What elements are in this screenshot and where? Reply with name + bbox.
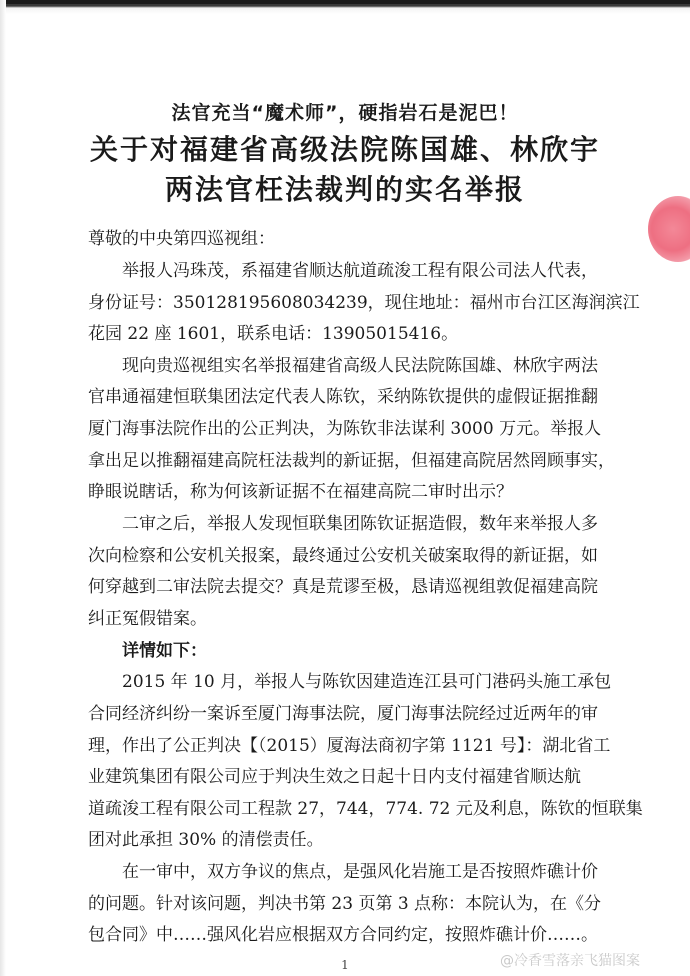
- body-line: 合同经济纠纷一案诉至厦门海事法院，厦门海事法院经过近两年的审: [88, 704, 598, 724]
- body-line: 次向检察和公安机关报案，最终通过公安机关破案取得的新证据，如: [88, 546, 598, 566]
- document-title-line-1: 关于对福建省高级法院陈国雄、林欣宇: [89, 133, 600, 166]
- scan-top-border: [0, 0, 690, 14]
- body-line: 拿出足以推翻福建高院枉法裁判的新证据，但福建高院居然罔顾事实，: [88, 451, 615, 471]
- body-line: 官串通福建恒联集团法定代表人陈钦，采纳陈钦提供的虚假证据推翻: [88, 387, 598, 407]
- body-line: 何穿越到二审法院去提交？真是荒谬至极，恳请巡视组敦促福建高院: [88, 577, 598, 597]
- body-line: 厦门海事法院作出的公正判决，为陈钦非法谋利 3000 万元。举报人: [88, 419, 602, 439]
- body-line: 在一审中，双方争议的焦点，是强风化岩施工是否按照炸礁计价: [122, 862, 598, 882]
- section-heading: 详情如下：: [122, 641, 207, 661]
- body-line: 身份证号：350128195608034239，现住地址：福州市台江区海润滨江: [88, 293, 640, 313]
- document-title-line-2: 两法官枉法裁判的实名举报: [164, 173, 525, 206]
- body-line: 道疏浚工程有限公司工程款 27，744，774. 72 元及利息，陈钦的恒联集: [88, 799, 643, 819]
- salutation: 尊敬的中央第四巡视组：: [88, 229, 275, 249]
- body-line: 纠正冤假错案。: [88, 609, 207, 629]
- body-line: 现向贵巡视组实名举报福建省高级人民法院陈国雄、林欣宇两法: [122, 356, 598, 376]
- body-line: 举报人冯珠茂，系福建省顺达航道疏浚工程有限公司法人代表，: [122, 261, 598, 281]
- body-line: 包合同》中……强风化岩应根据双方合同约定，按照炸礁计价……。: [88, 925, 598, 945]
- body-line: 团对此承担 30% 的清偿责任。: [88, 830, 324, 850]
- body-line: 二审之后，举报人发现恒联集团陈钦证据造假，数年来举报人多: [122, 514, 598, 534]
- document-subtitle: 法官充当“魔术师”，硬指岩石是泥巴！: [171, 102, 519, 124]
- body-line: 花园 22 座 1601，联系电话：13905015416。: [88, 324, 459, 344]
- watermark-text: @冷香雪落亲飞猫图案: [500, 953, 640, 969]
- body-line: 睁眼说瞎话，称为何该新证据不在福建高院二审时出示？: [88, 482, 513, 502]
- body-line: 2015 年 10 月，举报人与陈钦因建造连江县可门港码头施工承包: [122, 672, 612, 692]
- body-line: 的问题。针对该问题，判决书第 23 页第 3 点称：本院认为，在《分: [88, 894, 602, 914]
- body-line: 业建筑集团有限公司应于判决生效之日起十日内支付福建省顺达航: [88, 767, 581, 787]
- body-line: 理，作出了公正判决【（2015）厦海法商初字第 1121 号】：湖北省工: [88, 736, 611, 756]
- page-number: 1: [341, 958, 349, 972]
